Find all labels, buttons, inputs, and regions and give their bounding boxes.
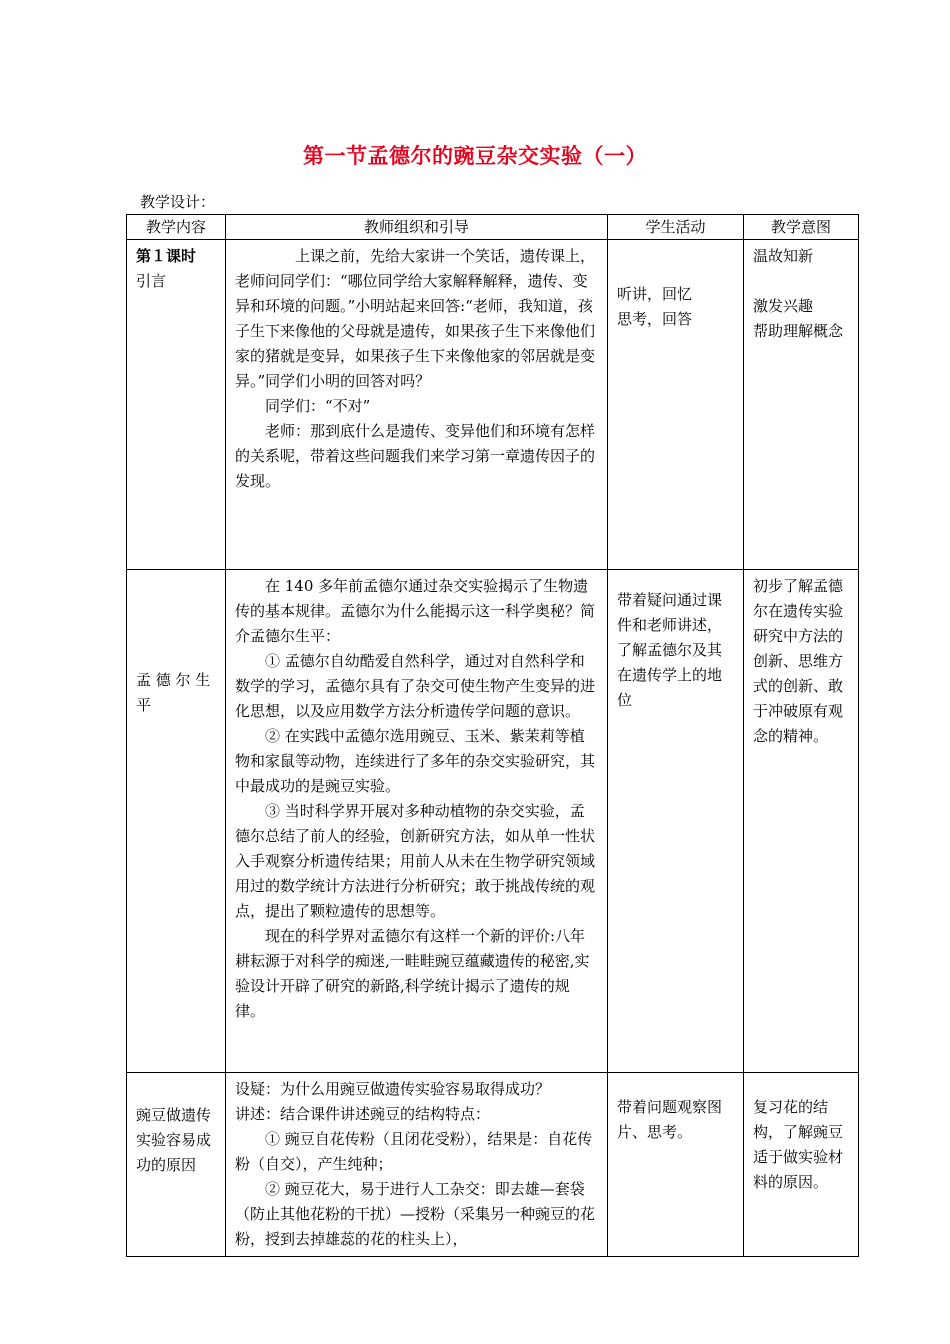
topic-label: 豌豆做遗传实验容易成功的原因 [136,1106,212,1174]
section-caption: 教学设计： [140,193,216,211]
teacher-paragraph: 上课之前，先给大家讲一个笑话，遗传课上，老师问同学们：“哪位同学给大家解释解释，遗传、变异和环境的问题。”小明站起来回答:“老师，我知道，孩子生下来像他的父母就是遗传，如果孩子生下来像他们家的猪就是变异，如果孩子生下来像他家的邻居就是变异。”同学们小明的回答对吗？ [235,247,596,390]
table-header-row [127,215,859,240]
teacher-paragraph: 同学们：“不对” [265,397,371,415]
row-teacher-cell [226,240,608,570]
intent-item: 温故知新 [753,247,814,265]
row-content-cell [127,570,226,1073]
topic-label: 孟 德 尔 生 平 [136,671,211,714]
row-content-cell [127,240,226,570]
student-activity: 思考，回答 [617,310,693,328]
header-content: 教学内容 [127,215,226,240]
intent-item: 复习花的结构，了解豌豆适于做实验材料的原因。 [753,1098,844,1191]
page-title: 第一节孟德尔的豌豆杂交实验（一） [303,144,647,168]
topic-label: 引言 [136,272,167,290]
student-activity: 带着疑问通过课件和老师讲述，了解孟德尔及其在遗传学上的地位 [617,591,723,709]
row-teacher-cell [226,570,608,1073]
teacher-paragraph: ② 在实践中孟德尔选用豌豆、玉米、紫茉莉等植物和家鼠等动物，连续进行了多年的杂交实验研究，其中最成功的是豌豆实验。 [235,727,596,795]
intent-item: 帮助理解概念 [753,322,844,340]
header-teacher: 教师组织和引导 [226,215,608,240]
header-student: 学生活动 [608,215,744,240]
row-student-cell [608,240,744,570]
intent-item: 激发兴趣 [753,297,814,315]
row-student-cell [608,1073,744,1257]
lesson-table [126,214,859,1257]
table-row [127,240,859,570]
row-teacher-cell [226,1073,608,1257]
teacher-paragraph: 讲述：结合课件讲述豌豆的结构特点： [235,1105,491,1123]
row-content-cell [127,1073,226,1257]
header-intent: 教学意图 [744,215,859,240]
lesson-period-label: 第１课时 [136,247,197,265]
teacher-paragraph: 老师：那到底什么是遗传、变异他们和环境有怎样的关系呢，带着这些问题我们来学习第一章遗传因子的发现。 [235,422,596,490]
teacher-paragraph: 现在的科学界对孟德尔有这样一个新的评价:八年耕耘源于对科学的痴迷,一畦畦豌豆蕴藏遗传的秘密,实验设计开辟了研究的新路,科学统计揭示了遗传的规律。 [235,927,590,1020]
student-activity: 听讲，回忆 [617,285,693,303]
row-intent-cell [744,570,859,1073]
intent-item: 初步了解孟德尔在遗传实验研究中方法的创新、思维方式的创新、敢于冲破原有观念的精神。 [753,577,844,745]
teacher-paragraph: 在 140 多年前孟德尔通过杂交实验揭示了生物遗传的基本规律。孟德尔为什么能揭示这一科学奥秘？简介孟德尔生平： [235,577,596,645]
row-intent-cell [744,240,859,570]
table-row [127,1073,859,1257]
student-activity: 带着问题观察图片、思考。 [617,1098,723,1141]
row-student-cell [608,570,744,1073]
row-intent-cell [744,1073,859,1257]
teacher-paragraph: 设疑：为什么用豌豆做遗传实验容易取得成功？ [235,1080,551,1098]
teacher-paragraph: ② 豌豆花大，易于进行人工杂交：即去雄—套袋（防止其他花粉的干扰）—授粉（采集另一种豌豆的花粉，授到去掉雄蕊的花的柱头上）， [235,1180,596,1248]
table-row [127,570,859,1073]
teacher-paragraph: ③ 当时科学界开展对多种动植物的杂交实验，孟德尔总结了前人的经验，创新研究方法，如从单一性状入手观察分析遗传结果；用前人从未在生物学研究领域用过的数学统计方法进行分析研究；敢于挑战传统的观点，提出了颗粒遗传的思想等。 [235,802,596,920]
teacher-paragraph: ① 孟德尔自幼酷爱自然科学，通过对自然科学和数学的学习，孟德尔具有了杂交可使生物产生变异的进化思想，以及应用数学方法分析遗传学问题的意识。 [235,652,596,720]
teacher-paragraph: ① 豌豆自花传粉（且闭花受粉），结果是：自花传粉（自交），产生纯种； [235,1130,593,1173]
